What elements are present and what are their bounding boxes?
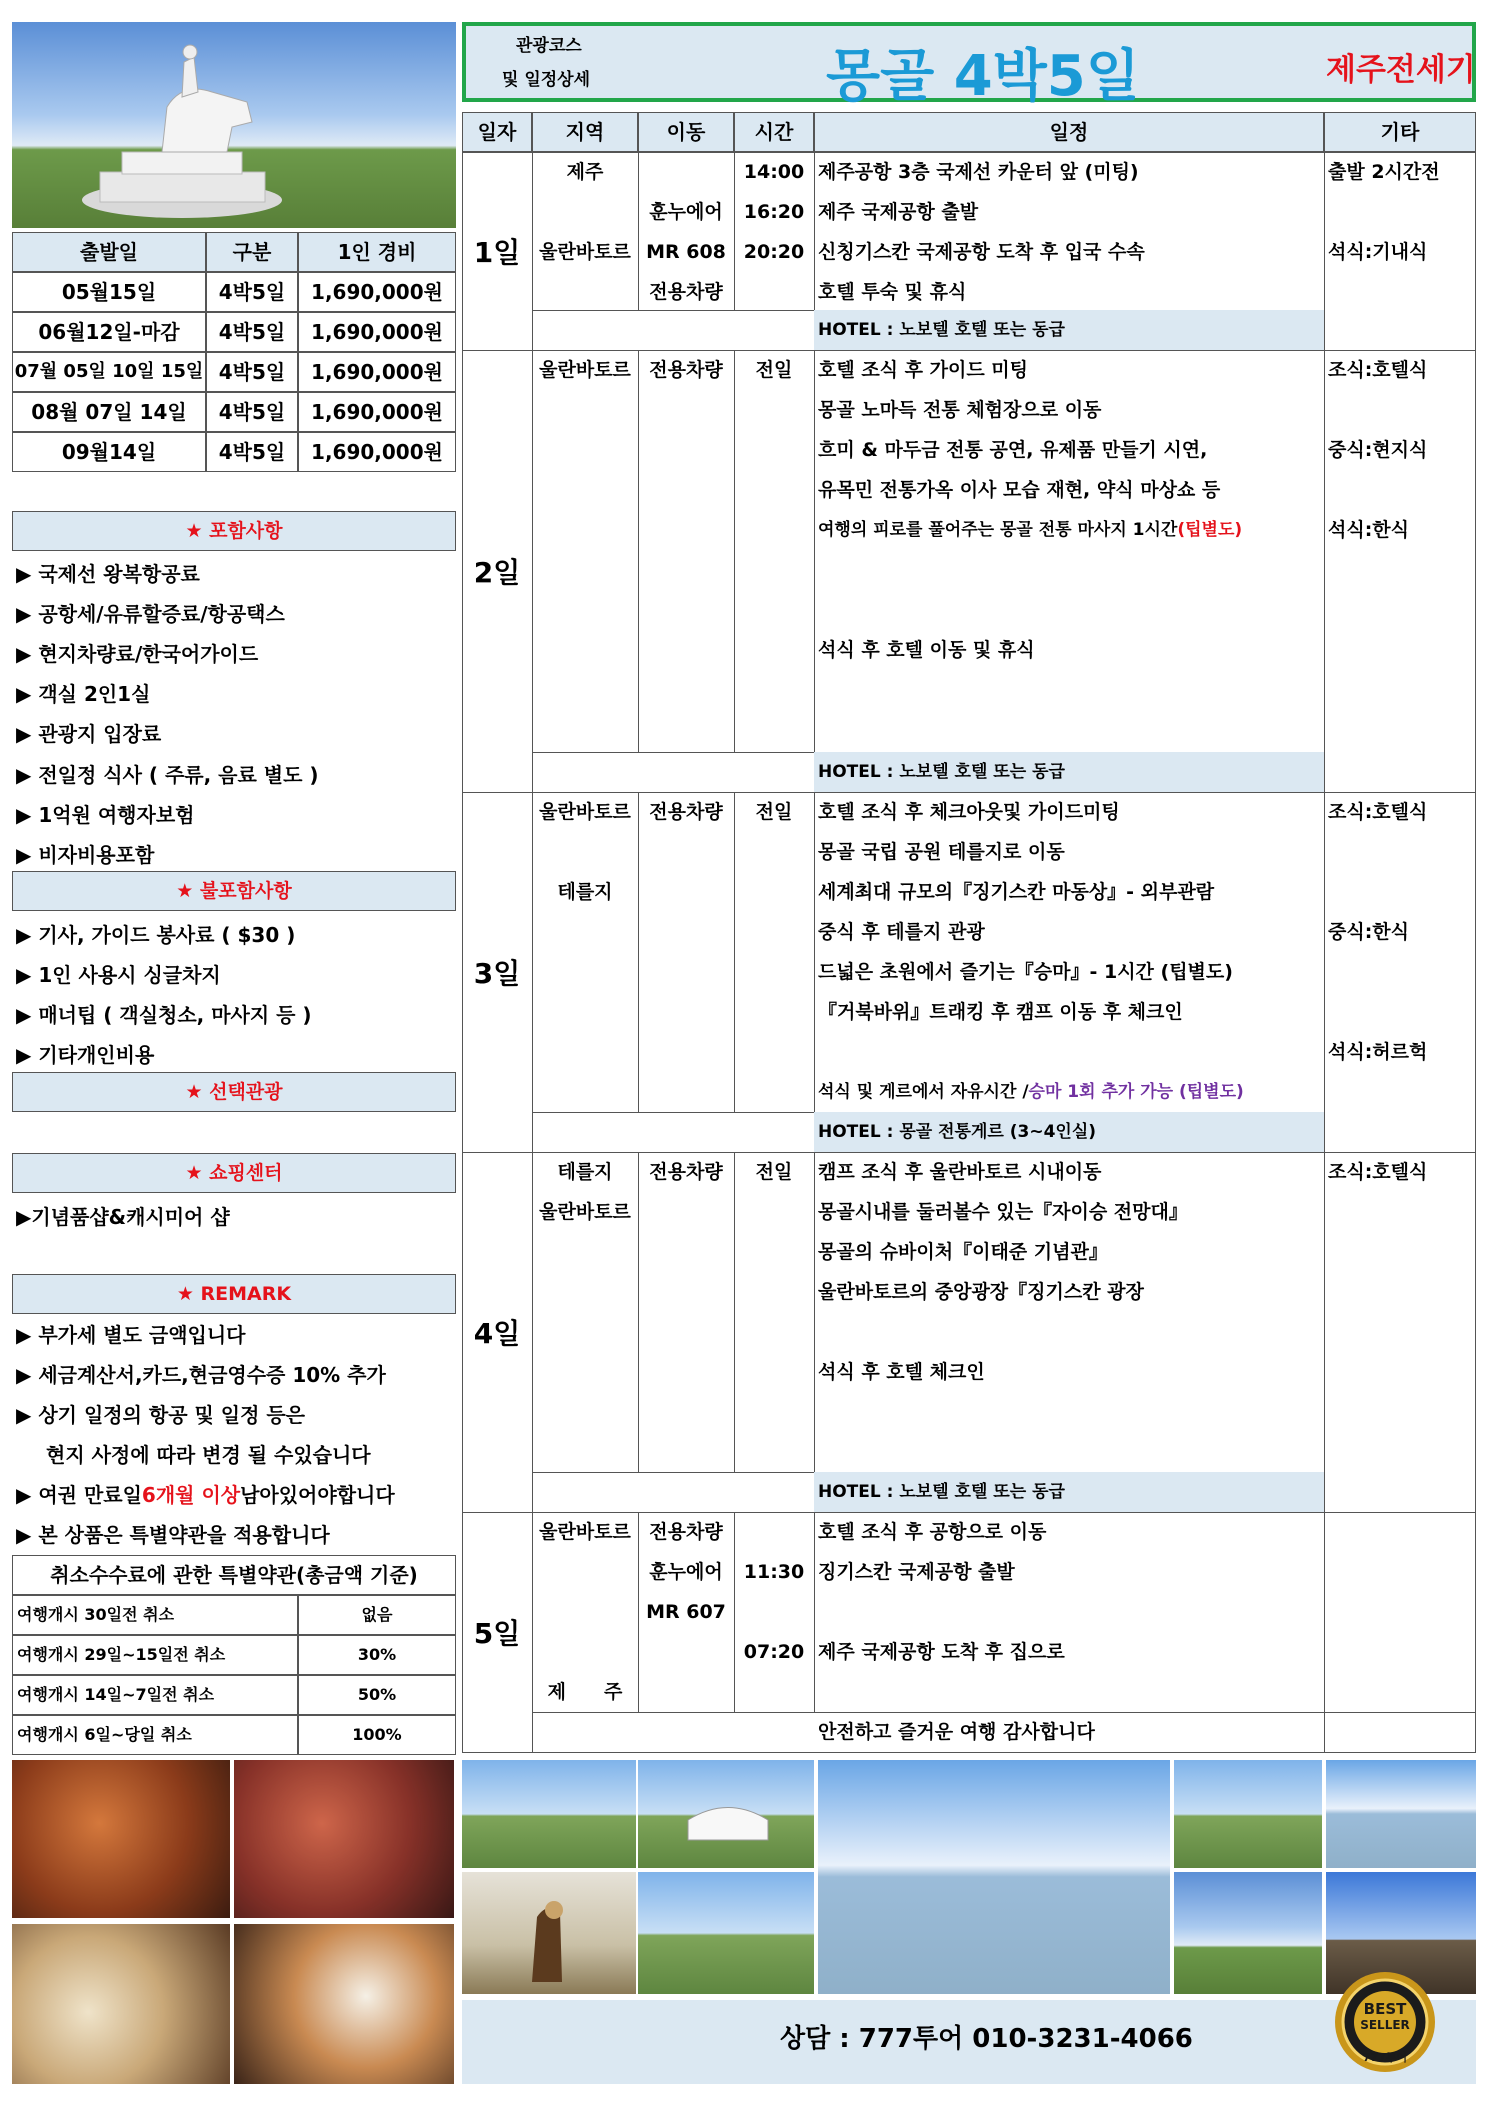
price-cell: 06월12일-마감 (12, 312, 206, 352)
horse-riding-photo (1174, 1760, 1322, 1868)
remark-item: ▶ 부가세 별도 금액입니다 (16, 1323, 246, 1347)
move: 전용차량 (649, 1520, 723, 1543)
day-separator (462, 1752, 1476, 1753)
plan: 제주 국제공항 도착 후 집으로 (818, 1640, 1065, 1663)
badge-line1: BEST (1363, 2000, 1407, 2018)
shopping-header: ★ 쇼핑센터 (12, 1153, 456, 1193)
excluded-item: ▶ 기사, 가이드 봉사료 ( $30 ) (16, 923, 296, 947)
dairy-food-photo (12, 1924, 230, 2084)
ovoo-photo (638, 1872, 814, 1994)
plan: 석식 후 호텔 체크인 (818, 1360, 985, 1383)
time: 07:20 (743, 1640, 805, 1663)
etc: 중식:현지식 (1328, 438, 1428, 461)
time: 전일 (755, 358, 793, 381)
title-left-label-2: 및 일정상세 (502, 70, 591, 90)
day-label: 3일 (473, 957, 521, 990)
included-item: ▶ 공항세/유류할증료/항공택스 (16, 602, 285, 627)
time: 11:30 (743, 1560, 805, 1583)
etc: 조식:호텔식 (1328, 1160, 1428, 1183)
schedule-header: 이동 (638, 112, 734, 152)
excluded-item: ▶ 1인 사용시 싱글차지 (16, 963, 221, 987)
included-item: ▶ 전일정 식사 ( 주류, 음료 별도 ) (16, 762, 319, 787)
page-title: 몽골 4박5일 (826, 44, 1140, 109)
included-item: ▶ 객실 2인1실 (16, 682, 151, 707)
remark-special: ▶ 본 상품은 특별약관을 적용합니다 (16, 1523, 330, 1547)
plan: 흐미 & 마두금 전통 공연, 유제품 만들기 시연, (818, 438, 1208, 461)
plan: 세계최대 규모의『징기스칸 마동상』- 외부관람 (818, 880, 1215, 903)
included-item: ▶ 관광지 입장료 (16, 722, 162, 747)
price-cell: 4박5일 (206, 432, 298, 472)
remark-passport-red: 6개월 이상 (141, 1483, 241, 1507)
price-header-cost: 1인 경비 (298, 232, 456, 272)
statue-illustration (12, 22, 456, 228)
time: 14:00 (743, 160, 805, 183)
cancel-fee: 50% (298, 1675, 456, 1715)
best-seller-badge (1333, 1970, 1437, 2074)
day-label: 5일 (473, 1617, 521, 1650)
price-cell: 4박5일 (206, 352, 298, 392)
schedule-header: 일자 (462, 112, 532, 152)
cancel-table (12, 1555, 456, 1755)
included-item: ▶ 현지차량료/한국어가이드 (16, 642, 259, 667)
day-label: 4일 (473, 1317, 521, 1350)
remark-passport (16, 1480, 395, 1510)
move: 전용차량 (649, 1160, 723, 1183)
plan: 석식 후 호텔 이동 및 휴식 (818, 638, 1035, 661)
title-left-label-1: 관광코스 (516, 36, 582, 56)
remark-header: ★ REMARK (12, 1274, 456, 1314)
cancel-condition: 여행개시 14일~7일전 취소 (12, 1675, 298, 1715)
milk-tea-photo (234, 1924, 454, 2084)
region: 제 주 (547, 1680, 623, 1703)
price-header-date: 출발일 (12, 232, 206, 272)
region: 울란바토르 (539, 1200, 631, 1223)
plan: 유목민 전통가옥 이사 모습 재현, 약식 마상쇼 등 (818, 478, 1221, 501)
day-label: 2일 (473, 556, 521, 589)
price-cell: 05월15일 (12, 272, 206, 312)
grid-line (1324, 792, 1325, 1152)
cancel-fee: 없음 (298, 1595, 456, 1635)
move: 전용차량 (649, 280, 723, 303)
grid-line (532, 350, 533, 792)
plan: 신칭기스칸 국제공항 도착 후 입국 수속 (818, 240, 1145, 263)
cancel-table-header: 취소수수료에 관한 특별약관(총금액 기준) (12, 1555, 456, 1595)
plan: 제주공항 3층 국제선 카운터 앞 (미팅) (818, 160, 1139, 183)
grid-line (734, 350, 735, 752)
move: MR 608 (646, 240, 726, 263)
etc: 석식:기내식 (1328, 240, 1428, 263)
grid-line (734, 1152, 735, 1472)
move: 훈누에어 (649, 200, 723, 223)
title-box (462, 22, 1476, 109)
price-cell: 1,690,000원 (298, 392, 456, 432)
contact-text: 상담 : 777투어 010-3231-4066 (780, 2024, 1193, 2054)
plan: 호텔 조식 후 체크아웃및 가이드미팅 (818, 800, 1120, 823)
eagle-photo (462, 1872, 636, 1994)
move: 훈누에어 (649, 1560, 723, 1583)
schedule-header: 지역 (532, 112, 638, 152)
plan: 몽골시내를 둘러볼수 있는『자이승 전망대』 (818, 1200, 1188, 1223)
remark-passport-pre: ▶ 여권 만료일 (16, 1483, 142, 1507)
grid-line (734, 792, 735, 1112)
free-time-text: 석식 및 게르에서 자유시간 / (818, 1081, 1029, 1102)
region: 울란바토르 (539, 240, 631, 263)
steppe-camp-photo (462, 1760, 636, 1868)
badge-line3: 777투어 (1362, 2051, 1408, 2064)
region: 울란바토르 (539, 1520, 631, 1543)
family-in-ger-photo (234, 1760, 454, 1918)
price-table (12, 232, 456, 474)
excluded-item: ▶ 기타개인비용 (16, 1043, 155, 1067)
region: 울란바토르 (539, 800, 631, 823)
etc: 조식:호텔식 (1328, 358, 1428, 381)
price-cell: 08월 07일 14일 (12, 392, 206, 432)
plan: 호텔 투숙 및 휴식 (818, 280, 967, 303)
time: 16:20 (743, 200, 805, 223)
horses-in-lake-photo (1326, 1760, 1476, 1868)
grid-line (532, 792, 533, 1152)
remark-item: ▶ 세금계산서,카드,현금영수증 10% 추가 (16, 1363, 386, 1387)
hotel-info: HOTEL : 노보텔 호텔 또는 동급 (818, 761, 1065, 782)
shopping-item: ▶기념품샵&캐시미어 샵 (16, 1205, 230, 1229)
grid-line (1324, 1152, 1325, 1512)
closing-message: 안전하고 즐거운 여행 감사합니다 (818, 1720, 1095, 1743)
title-right-label: 제주전세기 (1326, 52, 1476, 88)
grid-line (638, 350, 639, 752)
free-time-option: 승마 1회 추가 가능 (팁별도) (1028, 1081, 1244, 1102)
region: 제주 (566, 160, 604, 183)
massage-text: 여행의 피로를 풀어주는 몽골 전통 마사지 1시간 (818, 519, 1178, 540)
region: 테를지 (557, 1160, 613, 1183)
plan: 호텔 조식 후 공항으로 이동 (818, 1520, 1047, 1543)
price-header-type: 구분 (206, 232, 298, 272)
plan: 중식 후 테를지 관광 (818, 920, 985, 943)
schedule-header: 일정 (814, 112, 1324, 152)
schedule-header: 기타 (1324, 112, 1476, 152)
remark-passport-post: 남아있어야합니다 (240, 1483, 395, 1507)
price-cell: 4박5일 (206, 392, 298, 432)
massage-tip: (팁별도) (1177, 519, 1243, 540)
price-cell: 09월14일 (12, 432, 206, 472)
etc: 중식:한식 (1328, 920, 1410, 943)
cancel-condition: 여행개시 6일~당일 취소 (12, 1715, 298, 1755)
etc: 출발 2시간전 (1328, 160, 1440, 183)
price-cell: 1,690,000원 (298, 352, 456, 392)
plan: 몽골의 슈바이처『이태준 기념관』 (818, 1240, 1108, 1263)
price-cell: 4박5일 (206, 312, 298, 352)
price-cell: 1,690,000원 (298, 272, 456, 312)
massage-plan (818, 510, 1242, 550)
plan: 캠프 조식 후 울란바토르 시내이동 (818, 1160, 1102, 1183)
region: 울란바토르 (539, 358, 631, 381)
eagle-illustration (462, 1872, 636, 1994)
ger-tent-photo (638, 1760, 814, 1868)
time: 전일 (755, 800, 793, 823)
hotel-info: HOTEL : 노보텔 호텔 또는 동급 (818, 319, 1065, 340)
excluded-header: ★ 불포함사항 (12, 871, 456, 911)
etc: 석식:허르헉 (1328, 1040, 1428, 1063)
free-time-plan (818, 1072, 1244, 1112)
plan: 징기스칸 국제공항 출발 (818, 1560, 1015, 1583)
plan: 드넓은 초원에서 즐기는『승마』- 1시간 (팁별도) (818, 960, 1233, 983)
optional-tour-header: ★ 선택관광 (12, 1072, 456, 1112)
remark-item: ▶ 상기 일정의 항공 및 일정 등은 (16, 1403, 305, 1427)
move: 전용차량 (649, 358, 723, 381)
plan: 몽골 국립 공원 테를지로 이동 (818, 840, 1065, 863)
plan: 제주 국제공항 출발 (818, 200, 979, 223)
ger-interior-photo (12, 1760, 230, 1918)
etc: 조식:호텔식 (1328, 800, 1428, 823)
horses-by-river-photo (818, 1760, 1170, 1994)
badge-line2: SELLER (1360, 2018, 1410, 2032)
cancel-fee: 100% (298, 1715, 456, 1755)
etc: 석식:한식 (1328, 518, 1410, 541)
price-cell: 1,690,000원 (298, 312, 456, 352)
plan: 호텔 조식 후 가이드 미팅 (818, 358, 1028, 381)
hotel-info: HOTEL : 몽골 전통게르 (3~4인실) (818, 1121, 1097, 1142)
included-item: ▶ 국제선 왕복항공료 (16, 562, 200, 586)
schedule-header: 시간 (734, 112, 814, 152)
cancel-condition: 여행개시 30일전 취소 (12, 1595, 298, 1635)
hotel-info: HOTEL : 노보텔 호텔 또는 동급 (818, 1481, 1065, 1502)
plan: 『거북바위』트래킹 후 캠프 이동 후 체크인 (818, 1000, 1183, 1023)
plan: 몽골 노마득 전통 체험장으로 이동 (818, 398, 1102, 421)
excluded-item: ▶ 매너팁 ( 객실청소, 마사지 등 ) (16, 1003, 312, 1027)
schedule-table (462, 112, 1476, 1752)
cancel-fee: 30% (298, 1635, 456, 1675)
cancel-condition: 여행개시 29일~15일전 취소 (12, 1635, 298, 1675)
price-cell: 1,690,000원 (298, 432, 456, 472)
grid-line (638, 792, 639, 1112)
remark-item: 현지 사정에 따라 변경 될 수있습니다 (46, 1443, 371, 1467)
time: 20:20 (743, 240, 805, 263)
ger-tent-illustration (638, 1760, 814, 1868)
included-item: ▶ 비자비용포함 (16, 842, 155, 867)
statue-photo (12, 22, 456, 228)
statue-small-photo (1174, 1872, 1322, 1994)
plan: 울란바토르의 중앙광장『징기스칸 광장 (818, 1280, 1144, 1303)
price-cell: 07월 05일 10일 15일 (12, 352, 206, 392)
included-header: ★ 포함사항 (12, 511, 456, 551)
included-item: ▶ 1억원 여행자보험 (16, 802, 195, 827)
move: MR 607 (646, 1600, 726, 1623)
grid-line (638, 1152, 639, 1472)
grid-line (1324, 1512, 1325, 1752)
move: 전용차량 (649, 800, 723, 823)
grid-line (734, 1512, 735, 1712)
grid-line (1324, 350, 1325, 792)
region: 테를지 (557, 880, 613, 903)
day-label: 1일 (473, 236, 521, 269)
time: 전일 (755, 1160, 793, 1183)
price-cell: 4박5일 (206, 272, 298, 312)
